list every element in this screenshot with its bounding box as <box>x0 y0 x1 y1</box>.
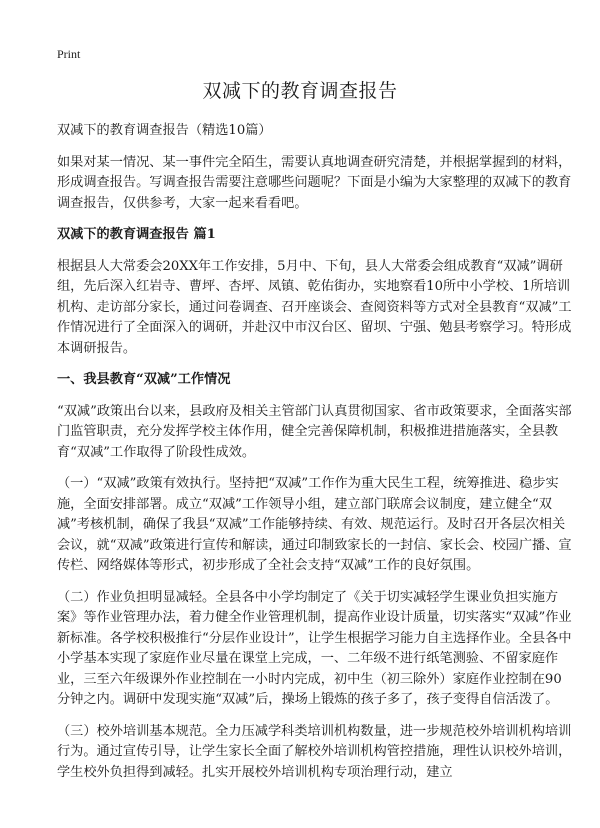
intro-paragraph: 如果对某一情况、某一事件完全陌生，需要认真地调查研究清楚，并根据掌握到的材料，形成调查报告。写调查报告需要注意哪些问题呢？下面是小编为大家整理的双减下的教育调查报告，仅供参考，大家一起来看看吧。 <box>57 154 572 211</box>
subsection-heading: 一、我县教育“双减”工作情况 <box>57 372 231 387</box>
page-title: 双减下的教育调查报告 <box>202 80 398 102</box>
body-paragraph: （一）“双减”政策有效执行。坚持把“双减”工作作为重大民生工程，统筹推进、稳步实施，全面安排部署。成立“双减”工作领导小组，建立部门联席会议制度，建立健全“双减”考核机制，确保了我县“双减”工作能够持续、有效、规范运行。及时召开各层次相关会议，就“双减”政策进行宣传和解读，通过印制致家长的一封信、家长会、校园广播、宣传栏、网络媒体等形式，初步形成了全社会支持“双减”工作的良好氛围。 <box>57 476 572 573</box>
body-paragraph: （三）校外培训基本规范。全力压减学科类培训机构数量，进一步规范校外培训机构培训行为。通过宣传引导，让学生家长全面了解校外培训机构管控措施，理性认识校外培训，学生校外负担得到减轻。扎实开展校外培训机构专项治理行动，建立 <box>57 723 572 780</box>
print-link[interactable]: Print <box>57 47 81 61</box>
section-heading: 双减下的教育调查报告 篇1 <box>57 227 216 242</box>
body-paragraph: “双减”政策出台以来，县政府及相关主管部门认真贯彻国家、省市政策要求，全面落实部门监管职责，充分发挥学校主体作用，健全完善保障机制，积极推进措施落实，全县教育“双减”工作取得了阶段性成效。 <box>57 403 572 460</box>
article-subtitle: 双减下的教育调查报告（精选10篇） <box>57 123 272 138</box>
body-paragraph: 根据县人大常委会20XX年工作安排，5月中、下旬，县人大常委会组成教育“双减”调研组，先后深入红岩寺、曹坪、杏坪、凤镇、乾佑街办，实地察看10所中小学校、1所培训机构、走访部分家长，通过问卷调查、召开座谈会、查阅资料等方式对全县教育“双减”工作情况进行了全面深入的调研，并赴汉中市汉台区、留坝、宁强、勉县考察学习。特形成本调研报告。 <box>57 258 572 356</box>
body-paragraph: （二）作业负担明显减轻。全县各中小学均制定了《关于切实减轻学生课业负担实施方案》等作业管理办法，着力健全作业管理机制，提高作业设计质量，切实落实“双减”作业新标准。各学校积极推行“分层作业设计”，让学生根据学习能力自主选择作业。全县各中小学基本实现了家庭作业尽量在课堂上完成，一、二年级不进行纸笔测验、不留家庭作业，三至六年级课外作业控制在一小时内完成，初中生（初三除外）家庭作业控制在90分钟之内。调研中发现实施“双减”后，操场上锻炼的孩子多了，孩子变得自信活泼了。 <box>57 589 572 707</box>
article-body <box>57 121 574 794</box>
